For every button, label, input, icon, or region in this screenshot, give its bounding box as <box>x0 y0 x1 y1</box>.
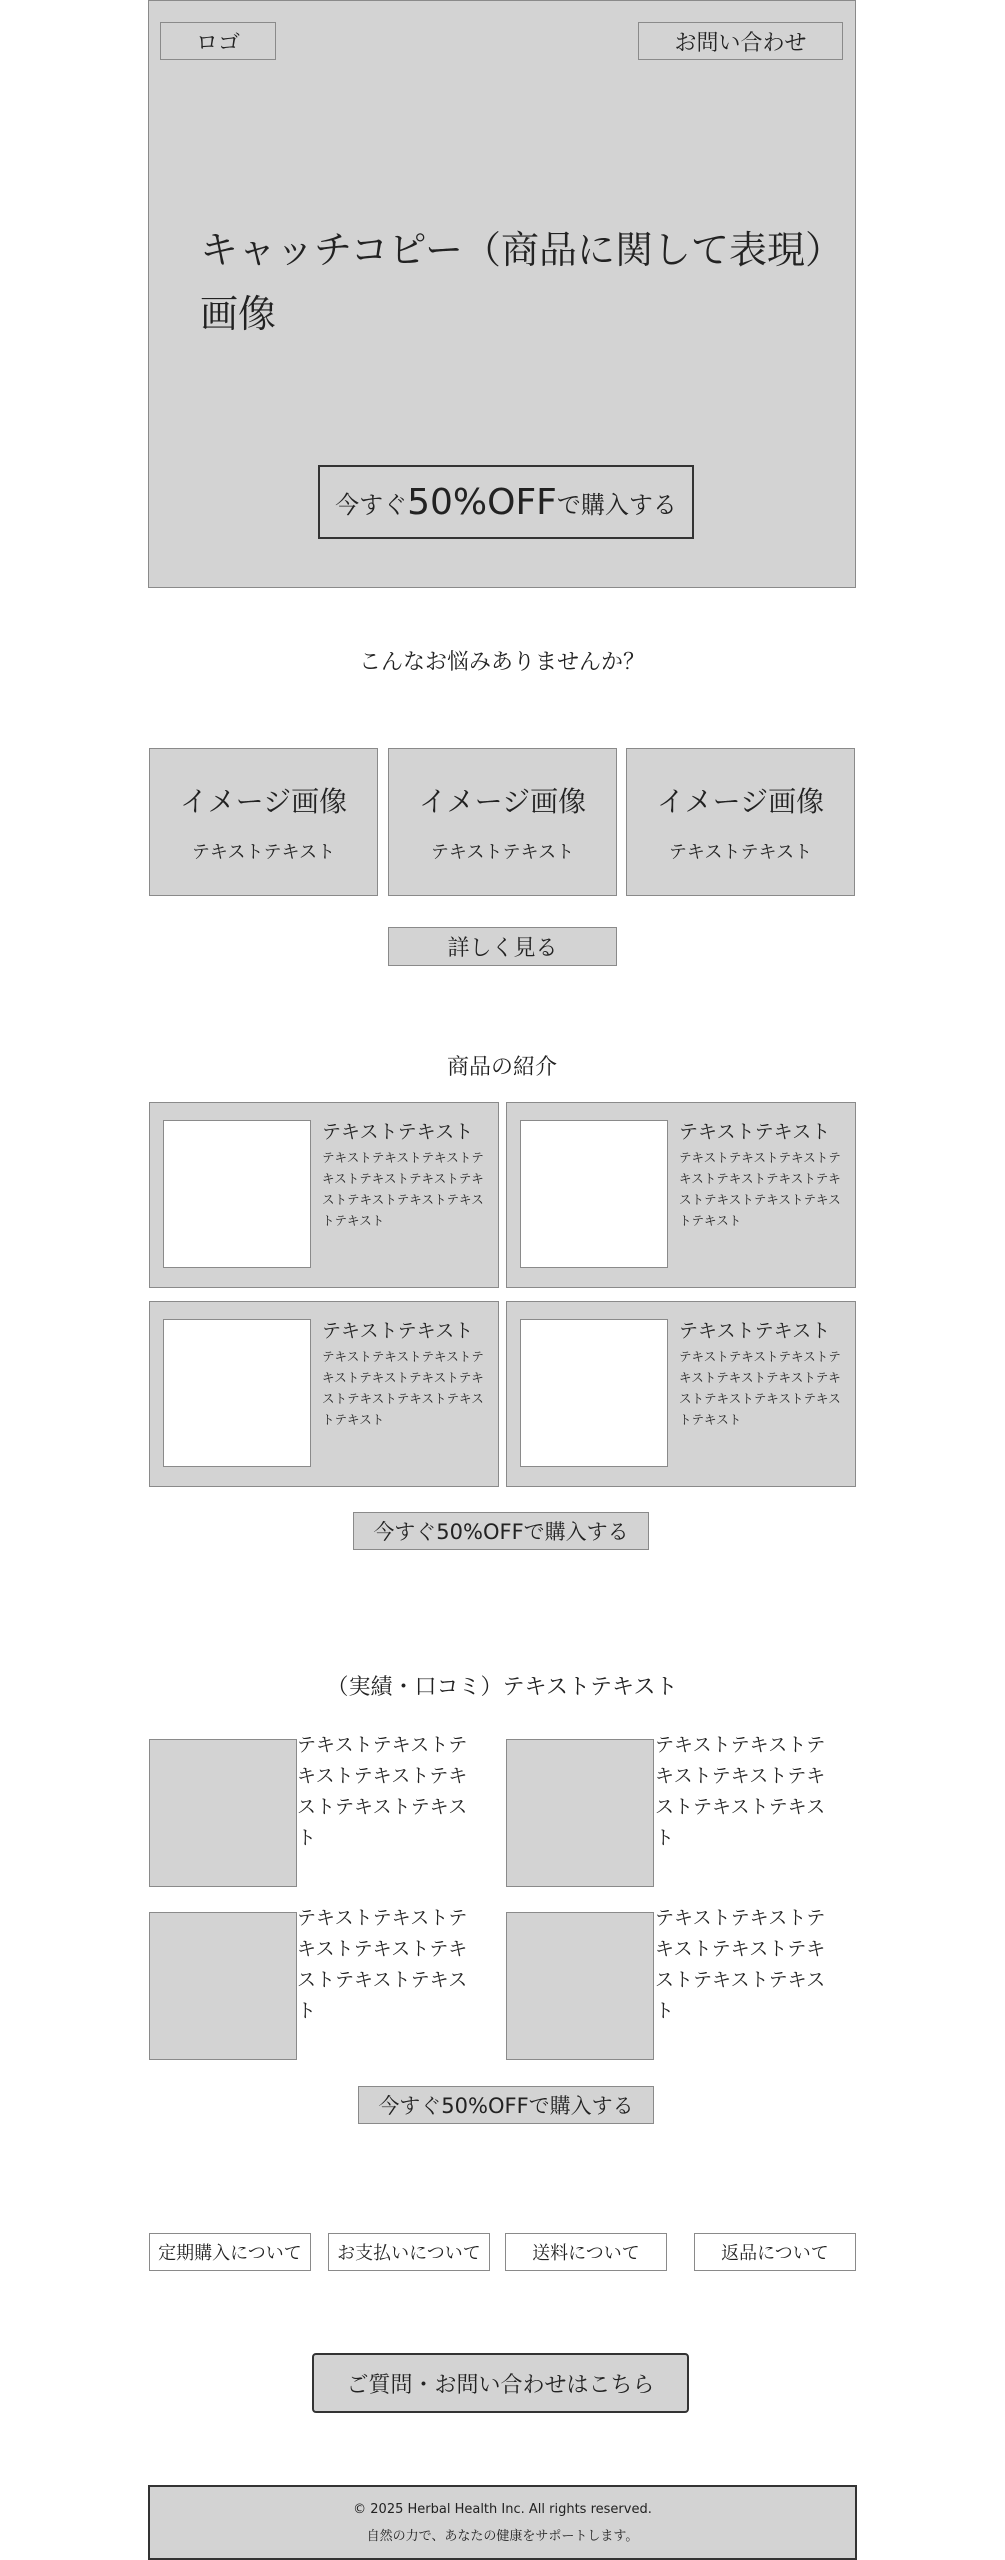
worry-card <box>388 748 617 896</box>
product-card[interactable] <box>506 1301 856 1487</box>
reviews-buy-label: 今すぐ50%OFFで購入する <box>378 2094 634 2118</box>
logo[interactable] <box>160 22 276 60</box>
header-contact-button[interactable] <box>638 22 843 60</box>
info-link-label: 返品について <box>721 2243 829 2264</box>
product-description: テキストテキストテキストテキストテキストテキストテキストテキストテキストテキストテキスト <box>322 1150 484 1228</box>
product-card[interactable] <box>506 1102 856 1288</box>
product-title: テキストテキスト <box>679 1121 831 1143</box>
footer-tagline: 自然の力で、あなたの健康をサポートします。 <box>366 2528 639 2544</box>
product-description: テキストテキストテキストテキストテキストテキストテキストテキストテキストテキストテキスト <box>322 1349 484 1427</box>
worries-title: こんなお悩みありませんか？ <box>358 650 645 675</box>
product-image <box>163 1319 311 1467</box>
worry-text: テキストテキスト <box>430 842 575 863</box>
footer-copyright: © 2025 Herbal Health Inc. All rights reserved. <box>353 2501 652 2517</box>
review-image <box>506 1912 654 2060</box>
products-buy-button[interactable] <box>353 1512 649 1550</box>
footer <box>148 2485 857 2560</box>
worry-text: テキストテキスト <box>191 842 336 863</box>
product-title: テキストテキスト <box>679 1320 831 1342</box>
review-text: テキストテキストテキストテキストテキストテキストテキスト <box>297 1907 468 2022</box>
review-image <box>506 1739 654 1887</box>
review-image <box>149 1912 297 2060</box>
hero-buy-button[interactable] <box>318 465 694 539</box>
review-text: テキストテキストテキストテキストテキストテキストテキスト <box>297 1734 468 1849</box>
info-link-label: 送料について <box>532 2243 640 2264</box>
worry-image-label: イメージ画像 <box>418 785 587 818</box>
info-link-label: 定期購入について <box>158 2243 302 2264</box>
info-link-subscription[interactable] <box>149 2233 311 2271</box>
products-buy-label: 今すぐ50%OFFで購入する <box>373 1520 629 1544</box>
worry-image-label: イメージ画像 <box>656 785 825 818</box>
product-image <box>520 1120 668 1268</box>
worry-card <box>149 748 378 896</box>
info-link-payment[interactable] <box>328 2233 490 2271</box>
see-more-button[interactable] <box>388 927 617 966</box>
product-title: テキストテキスト <box>322 1320 474 1342</box>
contact-button[interactable] <box>312 2353 689 2413</box>
hero-catch-copy <box>200 218 843 346</box>
hero-cta-suffix: で購入する <box>556 490 677 519</box>
review-text: テキストテキストテキストテキストテキストテキストテキスト <box>655 1907 826 2022</box>
hero-catch-line-1: キャッチコピー（商品に関して表現） <box>200 228 843 272</box>
review-image <box>149 1739 297 1887</box>
product-description: テキストテキストテキストテキストテキストテキストテキストテキストテキストテキストテキスト <box>679 1150 841 1228</box>
hero-catch-line-2: 画像 <box>200 292 277 336</box>
products-title: 商品の紹介 <box>446 1055 557 1080</box>
product-card[interactable] <box>149 1301 499 1487</box>
hero-cta-discount: 50%OFF <box>407 481 557 523</box>
product-description: テキストテキストテキストテキストテキストテキストテキストテキストテキストテキストテキスト <box>679 1349 841 1427</box>
product-card[interactable] <box>149 1102 499 1288</box>
review-text: テキストテキストテキストテキストテキストテキストテキスト <box>655 1734 826 1849</box>
product-image <box>520 1319 668 1467</box>
header-contact-label: お問い合わせ <box>674 30 807 56</box>
logo-label: ロゴ <box>195 30 240 56</box>
reviews-buy-button[interactable] <box>358 2086 654 2124</box>
product-image <box>163 1120 311 1268</box>
info-link-returns[interactable] <box>694 2233 856 2271</box>
reviews-title: （実績・口コミ）テキストテキスト <box>326 1675 678 1700</box>
hero-cta-prefix: 今すぐ <box>335 490 408 519</box>
info-link-label: お支払いについて <box>337 2243 481 2264</box>
worry-text: テキストテキスト <box>668 842 813 863</box>
see-more-label: 詳しく見る <box>447 936 558 961</box>
worry-card <box>626 748 855 896</box>
contact-label: ご質問・お問い合わせはこちら <box>346 2372 655 2398</box>
worry-image-label: イメージ画像 <box>179 785 348 818</box>
info-link-shipping[interactable] <box>505 2233 667 2271</box>
product-title: テキストテキスト <box>322 1121 474 1143</box>
